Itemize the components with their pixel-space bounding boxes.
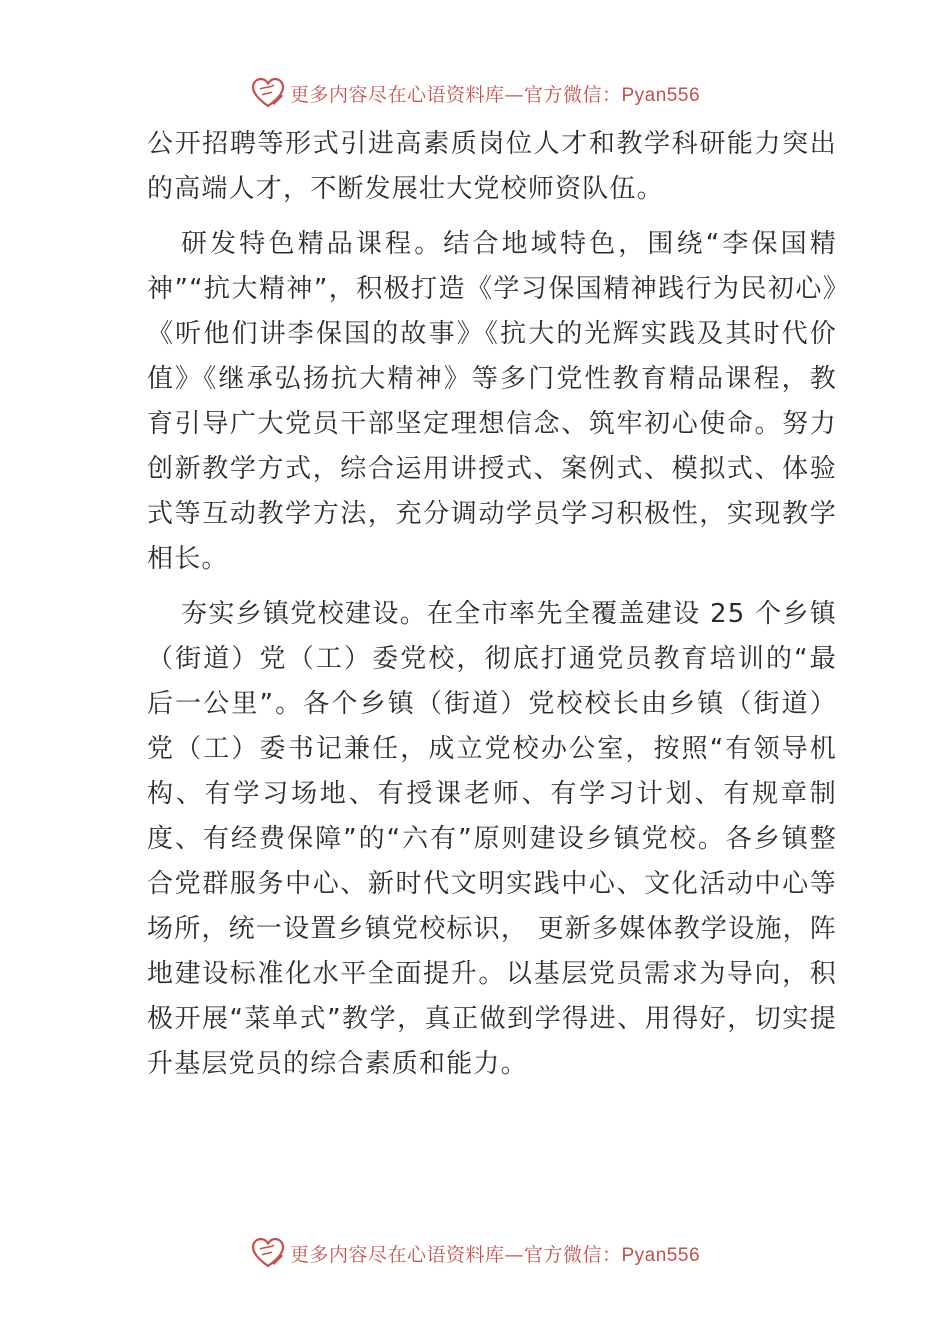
paragraph-1: 公开招聘等形式引进高素质岗位人才和教学科研能力突出的高端人才，不断发展壮大党校师资队伍。 [147,129,837,204]
heart-pen-logo-icon [250,1235,286,1271]
heart-pen-logo-icon [250,75,286,111]
footer-banner-text [290,1240,700,1267]
footer-wechat-id: Pyan556 [621,1244,701,1266]
footer-separator: — [504,1243,524,1266]
header-banner-text [290,80,700,107]
footer-main-text: 更多内容尽在心语资料库 [289,1243,505,1266]
paragraph-3: 夯实乡镇党校建设。在全市率先全覆盖建设 25 个乡镇（街道）党（工）委党校，彻底打通党员教育培训的“最后一公里”。各个乡镇（街道）党校校长由乡镇（街道）党（工）委书记兼任，成立党校办公室，按照“有领导机构、有学习场地、有授课老师、有学习计划、有规章制度、有经费保障”的“六有”原则建设乡镇党校。各乡镇整合党群服务中心、新时代文明实践中心、文化活动中心等场所，统一设置乡镇党校标识， 更新多媒体教学设施，阵地建设标准化水平全面提升。以基层党员需求为导向，积极开展“菜单式”教学，真正做到学得进、用得好，切实提升基层党员的综合素质和能力。 [147,599,837,1079]
header-separator: — [504,83,524,106]
document-body [147,122,837,1087]
header-wechat-label: 官方微信： [523,83,622,106]
footer-wechat-label: 官方微信： [523,1243,622,1266]
header-wechat-id: Pyan556 [621,84,701,106]
footer-banner [0,1233,950,1273]
header-main-text: 更多内容尽在心语资料库 [289,83,505,106]
header-banner [0,73,950,113]
paragraph-2: 研发特色精品课程。结合地域特色，围绕“李保国精神”“抗大精神”，积极打造《学习保国精神践行为民初心》《听他们讲李保国的故事》《抗大的光辉实践及其时代价值》《继承弘扬抗大精神》等多门党性教育精品课程，教育引导广大党员干部坚定理想信念、筑牢初心使命。努力创新教学方式，综合运用讲授式、案例式、模拟式、体验式等互动教学方法，充分调动学员学习积极性，实现教学相长。 [147,229,837,574]
